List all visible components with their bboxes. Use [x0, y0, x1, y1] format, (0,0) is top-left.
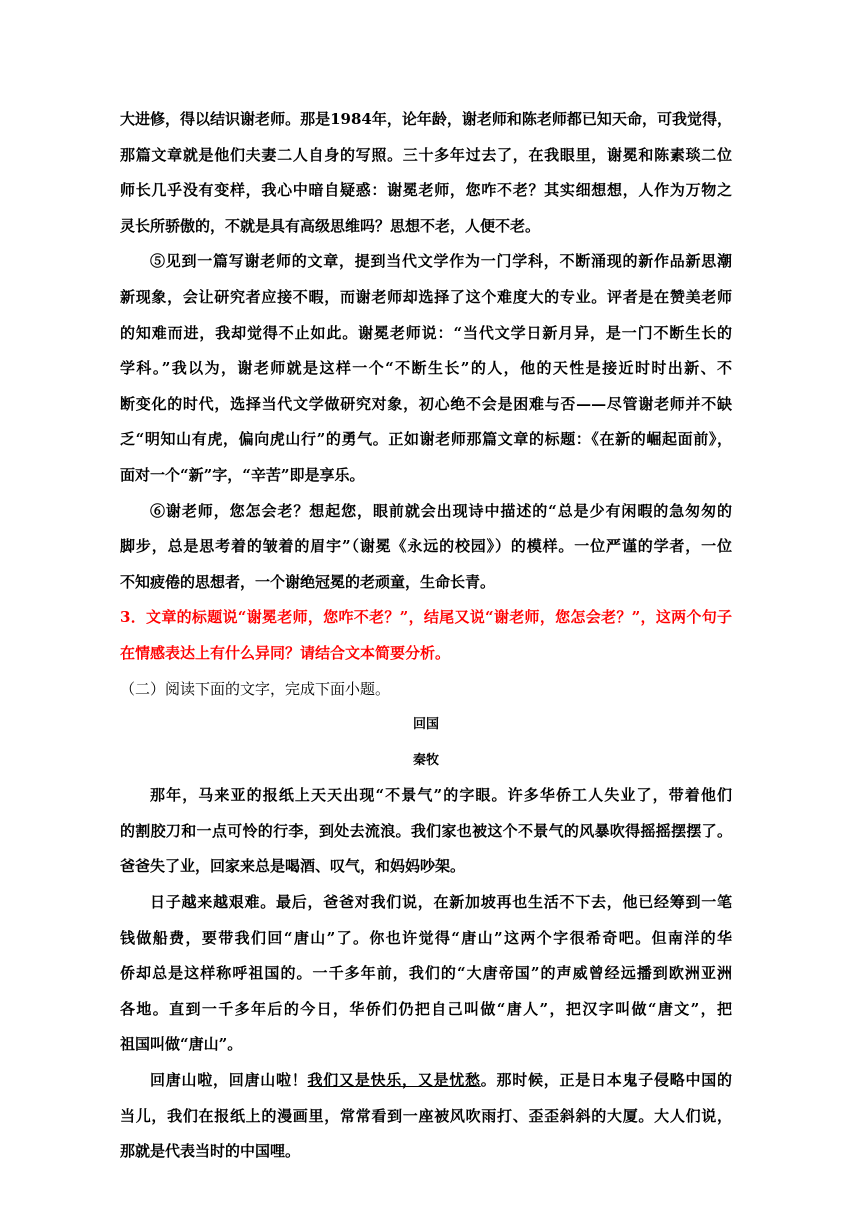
para4-line-2: 那篇文章就是他们夫妻二人自身的写照。三十多年过去了，在我眼里，谢冕和陈素琰二位 [120, 145, 732, 164]
para6-line-3: 不知疲倦的思想者，一个谢绝冠冕的老顽童，生命长青。 [120, 572, 496, 591]
para5-line-6: 乏“明知山有虎，偏向虎山行”的勇气。正如谢老师那篇文章的标题：《在新的崛起面前》， [120, 430, 732, 449]
para5-line-7: 面对一个“新”字，“辛苦”即是享乐。 [120, 465, 365, 484]
p2-para3-start: 回唐山啦，回唐山啦！ [150, 1071, 308, 1090]
para5-line-3: 的知难而进，我却觉得不止如此。谢冕老师说：“当代文学日新月异，是一门不断生长的 [120, 323, 732, 342]
p2-para2-line-5: 祖国叫做“唐山”。 [120, 1035, 243, 1054]
para4-line-1: 大进修，得以结识谢老师。那是1984年，论年龄，谢老师和陈老师都已知天命，可我觉得， [120, 110, 732, 128]
para5-line-2: 新现象，会让研究者应接不暇，而谢老师却选择了这个难度大的专业。评者是在赞美老师 [120, 287, 732, 306]
para5-line-4: 学科。”我以为，谢老师就是这样一个“不断生长”的人，他的天性是接近时时出新、不 [120, 359, 732, 378]
p2-para1-line-2: 的割胶刀和一点可怜的行李，到处去流浪。我们家也被这个不景气的风暴吹得摇摇摆摆了。 [120, 821, 732, 840]
p2-para2-line-3: 侨却总是这样称呼祖国的。一千多年前，我们的“大唐帝国”的声威曾经远播到欧洲亚洲 [120, 964, 732, 983]
p2-para3-line-3: 那就是代表当时的中国哩。 [120, 1142, 301, 1161]
para5-line-5: 断变化的时代，选择当代文学做研究对象，初心绝不会是困难与否——尽管谢老师并不缺 [120, 394, 732, 413]
para6-line-1: ⑥谢老师，您怎会老？想起您，眼前就会出现诗中描述的“总是少有闲暇的急匆匆的 [150, 501, 732, 520]
p2-para3-line-2: 当儿，我们在报纸上的漫画里，常常看到一座被风吹雨打、歪歪斜斜的大厦。大人们说， [120, 1106, 732, 1125]
p2-para2-line-2: 钱做船费，要带我们回“唐山”了。你也许觉得“唐山”这两个字很希奇吧。但南洋的华 [120, 928, 732, 947]
document-page [120, 102, 732, 1170]
para4-line-3: 师长几乎没有变样，我心中暗自疑惑：谢冕老师，您咋不老？其实细想想，人作为万物之 [120, 181, 732, 200]
para6-line-2: 脚步，总是思考着的皱着的眉宇”（谢冕《永远的校园》）的模样。一位严谨的学者，一位 [120, 537, 732, 556]
passage-2-author: 秦牧 [412, 752, 439, 768]
p2-para2-line-1: 日子越来越艰难。最后，爸爸对我们说，在新加坡再也生活不下去，他已经筹到一笔 [150, 893, 732, 912]
para4-line-4: 灵长所骄傲的，不就是具有高级思维吗？思想不老，人便不老。 [120, 216, 541, 235]
p2-para1-line-1: 那年，马来亚的报纸上天天出现“不景气”的字眼。许多华侨工人失业了，带着他们 [150, 786, 732, 805]
p2-para2-line-4: 各地。直到一千多年后的今日，华侨们仍把自己叫做“唐人”，把汉字叫做“唐文”，把 [120, 999, 732, 1018]
question-3-line-2: 在情感表达上有什么异同？请结合文本简要分析。 [120, 643, 451, 662]
underlined-sentence: 我们又是快乐，又是忧愁 [307, 1071, 481, 1090]
p2-para3-line-1 [120, 1063, 732, 1099]
p2-para3-end: 。那时候，正是日本鬼子侵略中国的 [480, 1071, 732, 1090]
section-2-heading: （二）阅读下面的文字，完成下面小题。 [120, 679, 391, 698]
question-3-line-1: 3．文章的标题说“谢冕老师，您咋不老？”，结尾又说“谢老师，您怎会老？”，这两个句子 [120, 608, 732, 627]
p2-para1-line-3: 爸爸失了业，回家来总是喝酒、叹气，和妈妈吵架。 [120, 857, 466, 876]
passage-2-title: 回国 [412, 717, 439, 733]
para5-line-1: ⑤见到一篇写谢老师的文章，提到当代文学作为一门学科，不断涌现的新作品新思潮 [150, 252, 732, 271]
